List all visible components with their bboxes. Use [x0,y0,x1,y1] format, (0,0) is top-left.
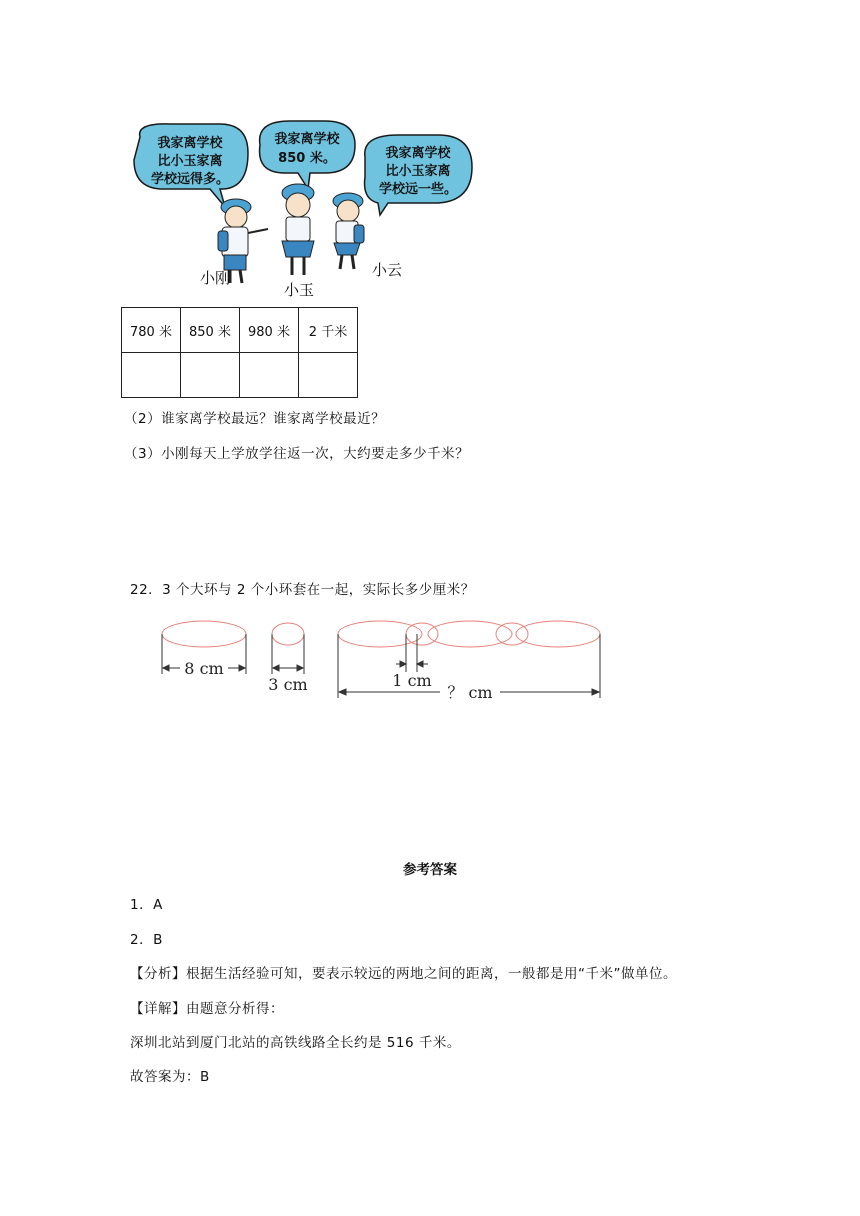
distance-table [121,307,358,398]
rings-figure [160,612,610,704]
question-2: （2）谁家离学校最远？谁家离学校最近？ [124,411,386,427]
arrow-head [163,665,169,671]
answer-2: 2．B [130,932,163,948]
answer-1: 1．A [130,897,163,913]
child-figure-xiaoyun [333,193,364,269]
table-header-cell: 980 米 [240,308,299,353]
bubble-line: 我家离学校 [157,136,223,151]
overlap-width-label: 1 cm [392,671,432,690]
bubble-line: 比小玉家离 [385,164,451,179]
arrow-head [592,689,599,695]
speech-bubble-xiaogang [134,124,248,207]
arrow-head [417,661,423,667]
table-header-row [122,308,358,353]
small-ring-sample [272,623,304,645]
arrow-head [239,665,245,671]
question-22: 22．3 个大环与 2 个小环套在一起，实际长多少厘米？ [130,582,475,598]
bubble-line: 我家离学校 [274,132,340,147]
total-length-label: ？ cm [447,683,493,702]
answer-detail: 【详解】由题意分析得： [130,1001,284,1017]
answer-analysis: 【分析】根据生活经验可知，要表示较远的两地之间的距离，一般都是用“千米”做单位。 [130,966,677,982]
big-ring-chain-3 [516,621,600,647]
small-ring-width-label: 3 cm [268,675,308,694]
answer-sentence: 深圳北站到厦门北站的高铁线路全长约是 516 千米。 [130,1035,461,1051]
child-figure-xiaoyu [282,184,314,275]
table-header-cell: 780 米 [122,308,181,353]
bubble-line: 比小玉家离 [157,154,223,169]
table-blank-cell [299,353,358,398]
table-header-cell: 850 米 [181,308,240,353]
bubble-line: 我家离学校 [385,146,451,161]
big-ring-chain-2 [428,621,512,647]
speech-bubble-xiaoyu [260,121,355,189]
bubble-line: 850 米。 [278,151,336,166]
big-ring-sample [162,621,246,647]
table-blank-cell [181,353,240,398]
table-answer-row [122,353,358,398]
question-3: （3）小刚每天上学放学往返一次，大约要走多少千米？ [124,446,470,462]
speech-bubble-xiaoyun [365,135,472,215]
arrow-head [273,665,279,671]
table-blank-cell [240,353,299,398]
children-speech-illustration [120,115,480,300]
big-ring-chain-1 [338,621,422,647]
arrow-head [297,665,303,671]
table-header-cell: 2 千米 [299,308,358,353]
big-ring-width-label: 8 cm [184,659,224,678]
answer-section-title: 参考答案 [403,862,457,878]
bubble-line: 学校远一些。 [378,182,458,197]
name-label-xiaoyun: 小云 [372,261,403,279]
rings-group [162,621,600,647]
arrow-head [400,661,406,667]
answer-conclusion: 故答案为：B [130,1069,210,1085]
name-label-xiaogang: 小刚 [200,269,231,287]
name-label-xiaoyu: 小玉 [284,281,315,299]
arrow-head [339,689,346,695]
table-blank-cell [122,353,181,398]
bubble-line: 学校远得多。 [150,172,230,187]
